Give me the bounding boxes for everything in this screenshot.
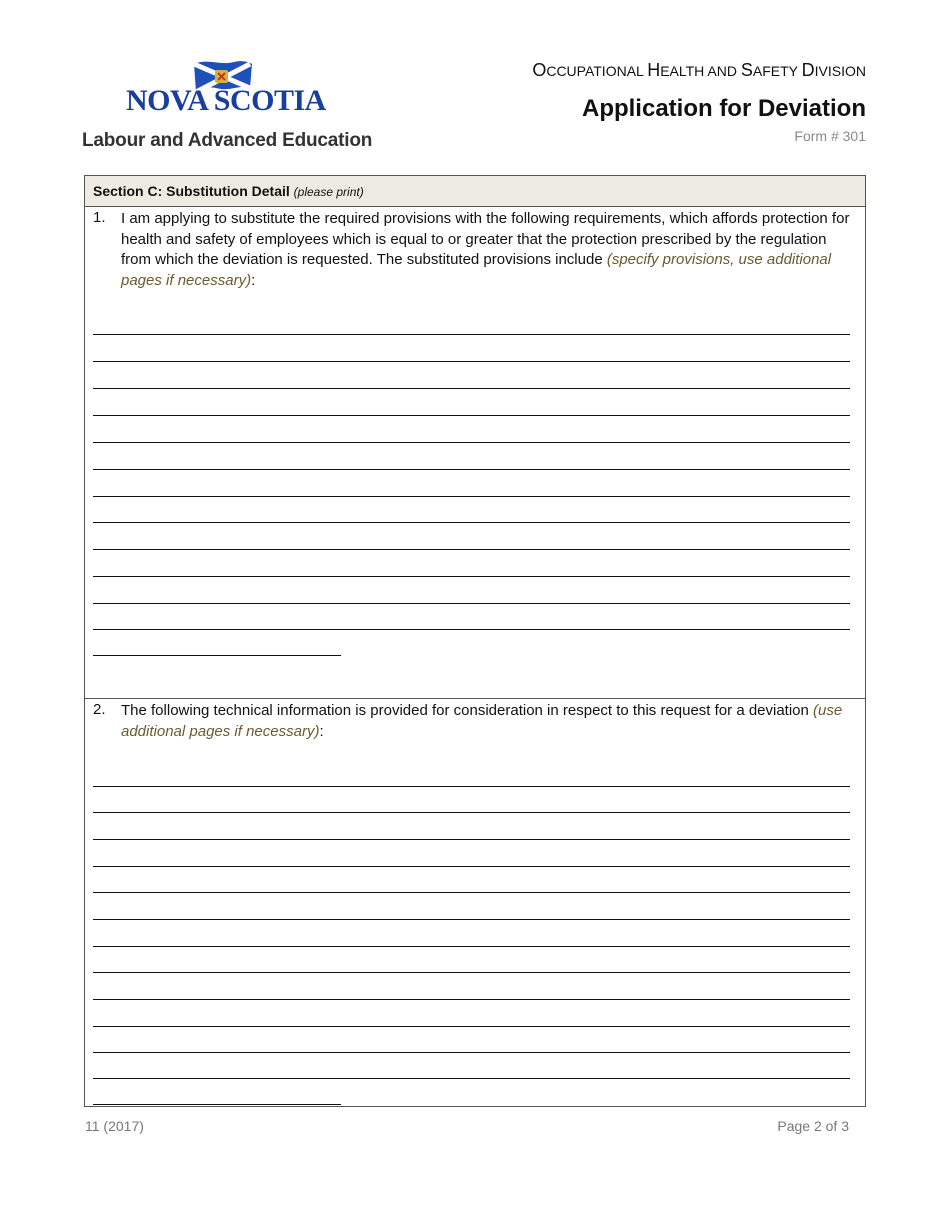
division-name: OCCUPATIONAL HEALTH AND SAFETY DIVISION	[532, 60, 866, 80]
item-2-hint: (use additional pages if necessary)	[121, 702, 843, 740]
revision-label: 11 (2017)	[85, 1118, 144, 1134]
answer-line[interactable]	[93, 1104, 341, 1105]
section-c-box	[84, 175, 866, 1107]
answer-line[interactable]	[93, 522, 850, 523]
item-2-number: 2.	[93, 701, 106, 718]
page-number: Page 2 of 3	[777, 1118, 849, 1134]
section-header	[84, 175, 866, 207]
answer-line[interactable]	[93, 442, 850, 443]
answer-line[interactable]	[93, 576, 850, 577]
nova-scotia-logo	[82, 58, 382, 158]
item-1-number: 1.	[93, 209, 106, 226]
answer-line[interactable]	[93, 972, 850, 973]
answer-line[interactable]	[93, 866, 850, 867]
answer-line[interactable]	[93, 388, 850, 389]
answer-line[interactable]	[93, 496, 850, 497]
form-number: Form # 301	[794, 128, 866, 144]
answer-line[interactable]	[93, 999, 850, 1000]
answer-line[interactable]	[93, 1052, 850, 1053]
item-2-text: The following technical information is provided for consideration in respect to this request for a deviation (use additional pages if necessary):	[121, 702, 843, 740]
item-divider	[84, 698, 866, 699]
answer-line[interactable]	[93, 892, 850, 893]
answer-line[interactable]	[93, 946, 850, 947]
answer-line[interactable]	[93, 603, 850, 604]
answer-line[interactable]	[93, 1026, 850, 1027]
section-title: Section C: Substitution Detail	[93, 183, 290, 199]
answer-line[interactable]	[93, 629, 850, 630]
answer-line[interactable]	[93, 334, 850, 335]
item-1-text: I am applying to substitute the required provisions with the following requirements, which affords protection for health and safety of employees which is equal to or greater that the protection prescribed by the regulation from which the deviation is requested. The substituted provisions include (specify provisions, use additional pages if necessary):	[121, 210, 850, 289]
answer-line[interactable]	[93, 469, 850, 470]
answer-line[interactable]	[93, 812, 850, 813]
item-1-hint: (specify provisions, use additional pages if necessary)	[121, 251, 832, 289]
answer-line[interactable]	[93, 655, 341, 656]
answer-line[interactable]	[93, 361, 850, 362]
answer-line[interactable]	[93, 786, 850, 787]
logo-wordmark: NOVA SCOTIA	[126, 84, 326, 117]
answer-line[interactable]	[93, 415, 850, 416]
section-note: (please print)	[293, 185, 364, 199]
ministry-name: Labour and Advanced Education	[82, 130, 373, 151]
answer-line[interactable]	[93, 1078, 850, 1079]
document-title: Application for Deviation	[581, 95, 866, 122]
answer-line[interactable]	[93, 549, 850, 550]
answer-line[interactable]	[93, 839, 850, 840]
answer-line[interactable]	[93, 919, 850, 920]
